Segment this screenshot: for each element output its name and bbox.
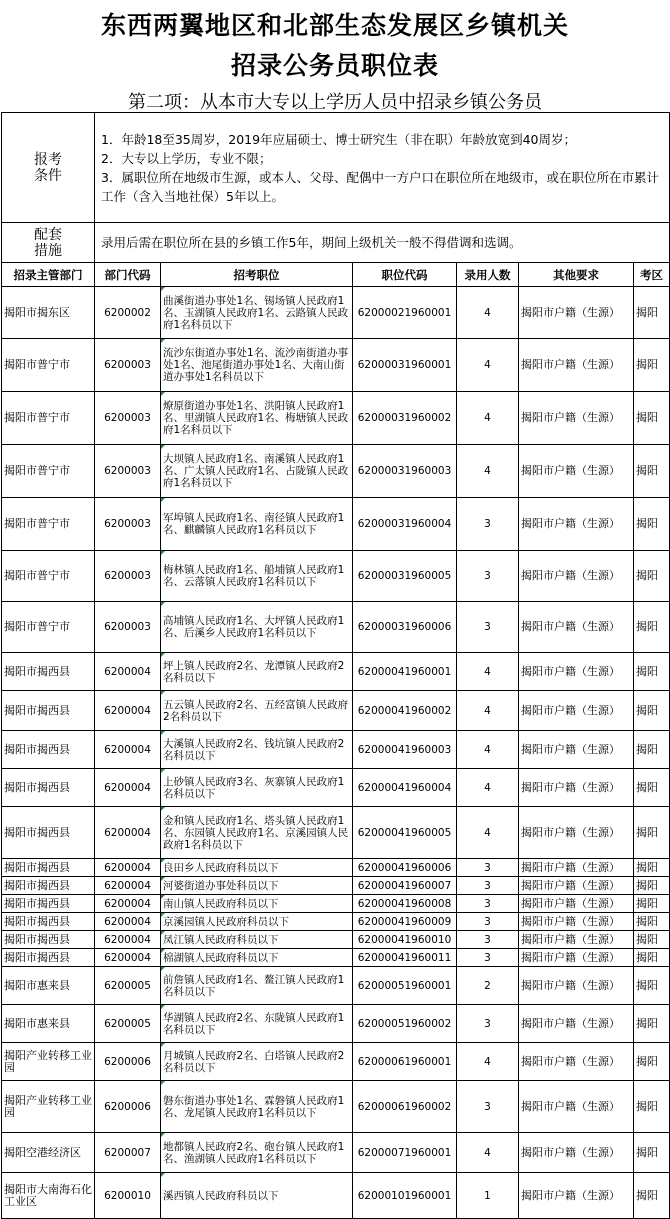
position-code-cell: 62000051960002 xyxy=(353,1005,457,1043)
dept-cell: 揭阳市普宁市 xyxy=(2,392,95,445)
cell-marker-icon xyxy=(161,1043,165,1047)
condition-item: 2．大专以上学历，专业不限； xyxy=(101,150,272,166)
zone-cell: 揭阳 xyxy=(634,895,670,913)
position-cell: 坪上镇人民政府2名、龙潭镇人民政府2名科员以下 xyxy=(161,653,353,691)
requirement-cell: 揭阳市户籍（生源） xyxy=(519,498,634,551)
cell-marker-icon xyxy=(161,1005,165,1009)
count-cell: 3 xyxy=(457,913,519,931)
table-row xyxy=(2,949,670,967)
position-code-cell: 62000041960004 xyxy=(353,769,457,807)
measures-label: 配套 措施 xyxy=(2,223,95,263)
zone-cell: 揭阳 xyxy=(634,339,670,392)
dept-cell: 揭阳市揭西县 xyxy=(2,859,95,877)
count-cell: 4 xyxy=(457,807,519,859)
dept-cell: 揭阳市揭西县 xyxy=(2,949,95,967)
zone-cell: 揭阳 xyxy=(634,931,670,949)
dept-cell: 揭阳市普宁市 xyxy=(2,551,95,602)
zone-cell: 揭阳 xyxy=(634,967,670,1005)
position-code-cell: 62000031960004 xyxy=(353,498,457,551)
position-code-cell: 62000041960009 xyxy=(353,913,457,931)
cell-marker-icon xyxy=(161,731,165,735)
position-cell: 地都镇人民政府2名、砲台镇人民政府1名、渔湖镇人民政府1名科员以下 xyxy=(161,1133,353,1173)
count-cell: 4 xyxy=(457,339,519,392)
position-cell: 京溪园镇人民政府科员以下 xyxy=(161,913,353,931)
count-cell: 3 xyxy=(457,1081,519,1133)
dept-cell: 揭阳市揭西县 xyxy=(2,769,95,807)
table-row xyxy=(2,731,670,769)
cell-marker-icon xyxy=(161,895,165,899)
count-cell: 4 xyxy=(457,653,519,691)
position-cell: 流沙东街道办事处1名、流沙南街道办事处1名、池尾街道办事处1名、大南山街道办事处1名科员以下 xyxy=(161,339,353,392)
zone-cell: 揭阳 xyxy=(634,1173,670,1219)
position-cell: 磐东街道办事处1名、霖磐镇人民政府1名、龙尾镇人民政府1名科员以下 xyxy=(161,1081,353,1133)
document-title-line2: 招录公务员职位表 xyxy=(230,51,439,80)
cell-marker-icon xyxy=(161,877,165,881)
header-cell: 考区 xyxy=(634,263,670,287)
header-cell: 职位代码 xyxy=(353,263,457,287)
cell-marker-icon xyxy=(161,769,165,773)
table-row xyxy=(2,339,670,392)
requirement-cell: 揭阳市户籍（生源） xyxy=(519,877,634,895)
dept-cell: 揭阳市惠来县 xyxy=(2,967,95,1005)
position-cell: 南山镇人民政府科员以下 xyxy=(161,895,353,913)
position-cell: 曲溪街道办事处1名、锡场镇人民政府1名、玉湖镇人民政府1名、云路镇人民政府1名科员以下 xyxy=(161,287,353,339)
position-cell: 军埠镇人民政府1名、南径镇人民政府1名、麒麟镇人民政府1名科员以下 xyxy=(161,498,353,551)
zone-cell: 揭阳 xyxy=(634,445,670,498)
header-cell: 招录主管部门 xyxy=(2,263,95,287)
count-cell: 3 xyxy=(457,931,519,949)
header-cell: 其他要求 xyxy=(519,263,634,287)
cell-marker-icon xyxy=(161,339,165,343)
position-cell: 月城镇人民政府2名、白塔镇人民政府2名科员以下 xyxy=(161,1043,353,1081)
table-row xyxy=(2,1043,670,1081)
requirement-cell: 揭阳市户籍（生源） xyxy=(519,859,634,877)
position-code-cell: 62000041960003 xyxy=(353,731,457,769)
count-cell: 4 xyxy=(457,769,519,807)
position-code-cell: 62000041960005 xyxy=(353,807,457,859)
table-row xyxy=(2,551,670,602)
requirement-cell: 揭阳市户籍（生源） xyxy=(519,769,634,807)
zone-cell: 揭阳 xyxy=(634,1133,670,1173)
position-cell: 良田乡人民政府科员以下 xyxy=(161,859,353,877)
dept-code-cell: 6200005 xyxy=(95,1005,161,1043)
dept-code-cell: 6200003 xyxy=(95,445,161,498)
dept-code-cell: 6200004 xyxy=(95,807,161,859)
zone-cell: 揭阳 xyxy=(634,877,670,895)
dept-cell: 揭阳市揭西县 xyxy=(2,731,95,769)
count-cell: 4 xyxy=(457,731,519,769)
cell-marker-icon xyxy=(161,653,165,657)
dept-code-cell: 6200006 xyxy=(95,1043,161,1081)
position-code-cell: 62000041960002 xyxy=(353,691,457,731)
position-code-cell: 62000051960001 xyxy=(353,967,457,1005)
dept-cell: 揭阳空港经济区 xyxy=(2,1133,95,1173)
position-code-cell: 62000041960010 xyxy=(353,931,457,949)
count-cell: 3 xyxy=(457,498,519,551)
cell-marker-icon xyxy=(161,859,165,863)
table-row xyxy=(2,913,670,931)
requirement-cell: 揭阳市户籍（生源） xyxy=(519,895,634,913)
position-code-cell: 62000071960001 xyxy=(353,1133,457,1173)
cell-marker-icon xyxy=(161,602,165,606)
table-row xyxy=(2,931,670,949)
table-row xyxy=(2,807,670,859)
positions-table xyxy=(1,112,670,1219)
header-cell: 部门代码 xyxy=(95,263,161,287)
position-cell: 梅林镇人民政府1名、船埔镇人民政府1名、云落镇人民政府1名科员以下 xyxy=(161,551,353,602)
zone-cell: 揭阳 xyxy=(634,859,670,877)
position-cell: 金和镇人民政府1名、塔头镇人民政府1名、东园镇人民政府1名、京溪园镇人民政府1名科员以下 xyxy=(161,807,353,859)
requirement-cell: 揭阳市户籍（生源） xyxy=(519,731,634,769)
cell-marker-icon xyxy=(161,287,165,291)
document-subtitle: 第二项：从本市大专以上学历人员中招录乡镇公务员 xyxy=(128,92,542,113)
zone-cell: 揭阳 xyxy=(634,1081,670,1133)
zone-cell: 揭阳 xyxy=(634,602,670,653)
dept-cell: 揭阳市揭西县 xyxy=(2,877,95,895)
position-code-cell: 62000021960001 xyxy=(353,287,457,339)
dept-code-cell: 6200003 xyxy=(95,339,161,392)
measures-row xyxy=(2,223,670,263)
position-code-cell: 62000041960008 xyxy=(353,895,457,913)
dept-cell: 揭阳市揭西县 xyxy=(2,691,95,731)
cell-marker-icon xyxy=(161,931,165,935)
conditions-text xyxy=(95,113,670,223)
count-cell: 4 xyxy=(457,392,519,445)
cell-marker-icon xyxy=(161,445,165,449)
zone-cell: 揭阳 xyxy=(634,287,670,339)
position-code-cell: 62000031960001 xyxy=(353,339,457,392)
table-row xyxy=(2,445,670,498)
cell-marker-icon xyxy=(161,392,165,396)
table-row xyxy=(2,895,670,913)
cell-marker-icon xyxy=(161,1173,165,1177)
requirement-cell: 揭阳市户籍（生源） xyxy=(519,602,634,653)
count-cell: 3 xyxy=(457,1005,519,1043)
dept-code-cell: 6200007 xyxy=(95,1133,161,1173)
table-row xyxy=(2,498,670,551)
dept-cell: 揭阳市大南海石化工业区 xyxy=(2,1173,95,1219)
count-cell: 3 xyxy=(457,602,519,653)
position-cell: 华湖镇人民政府2名、东陇镇人民政府1名科员以下 xyxy=(161,1005,353,1043)
dept-code-cell: 6200010 xyxy=(95,1173,161,1219)
count-cell: 3 xyxy=(457,877,519,895)
dept-code-cell: 6200003 xyxy=(95,392,161,445)
position-cell: 河婆街道办事处科员以下 xyxy=(161,877,353,895)
count-cell: 4 xyxy=(457,445,519,498)
count-cell: 3 xyxy=(457,551,519,602)
cell-marker-icon xyxy=(161,967,165,971)
condition-item: 1．年龄18至35周岁，2019年应届硕士、博士研究生（非在职）年龄放宽到40周岁； xyxy=(101,131,576,147)
dept-code-cell: 6200004 xyxy=(95,653,161,691)
count-cell: 1 xyxy=(457,1173,519,1219)
position-cell: 溪西镇人民政府科员以下 xyxy=(161,1173,353,1219)
dept-cell: 揭阳市揭西县 xyxy=(2,931,95,949)
dept-cell: 揭阳市揭西县 xyxy=(2,895,95,913)
dept-cell: 揭阳产业转移工业园 xyxy=(2,1043,95,1081)
table-row xyxy=(2,1173,670,1219)
dept-code-cell: 6200004 xyxy=(95,877,161,895)
conditions-label: 报考 条件 xyxy=(2,113,95,223)
zone-cell: 揭阳 xyxy=(634,653,670,691)
position-code-cell: 62000041960011 xyxy=(353,949,457,967)
position-code-cell: 62000041960001 xyxy=(353,653,457,691)
table-row xyxy=(2,653,670,691)
count-cell: 4 xyxy=(457,691,519,731)
cell-marker-icon xyxy=(161,807,165,811)
position-code-cell: 62000031960003 xyxy=(353,445,457,498)
header-cell: 录用人数 xyxy=(457,263,519,287)
zone-cell: 揭阳 xyxy=(634,691,670,731)
dept-code-cell: 6200002 xyxy=(95,287,161,339)
requirement-cell: 揭阳市户籍（生源） xyxy=(519,1173,634,1219)
table-row xyxy=(2,1081,670,1133)
dept-cell: 揭阳市揭西县 xyxy=(2,653,95,691)
table-row xyxy=(2,691,670,731)
dept-code-cell: 6200004 xyxy=(95,913,161,931)
position-code-cell: 62000041960007 xyxy=(353,877,457,895)
count-cell: 3 xyxy=(457,859,519,877)
position-cell: 高埔镇人民政府1名、大坪镇人民政府1名、后溪乡人民政府1名科员以下 xyxy=(161,602,353,653)
zone-cell: 揭阳 xyxy=(634,392,670,445)
position-cell: 上砂镇人民政府3名、灰寨镇人民政府1名科员以下 xyxy=(161,769,353,807)
requirement-cell: 揭阳市户籍（生源） xyxy=(519,551,634,602)
table-row xyxy=(2,1133,670,1173)
cell-marker-icon xyxy=(161,1081,165,1085)
position-cell: 大溪镇人民政府2名、钱坑镇人民政府2名科员以下 xyxy=(161,731,353,769)
dept-code-cell: 6200004 xyxy=(95,931,161,949)
requirement-cell: 揭阳市户籍（生源） xyxy=(519,1133,634,1173)
zone-cell: 揭阳 xyxy=(634,1043,670,1081)
measures-text: 录用后需在职位所在县的乡镇工作5年，期间上级机关一般不得借调和选调。 xyxy=(95,223,670,263)
requirement-cell: 揭阳市户籍（生源） xyxy=(519,1043,634,1081)
condition-item: 3．属职位所在地级市生源，或本人、父母、配偶中一方户口在职位所在地级市，或在职位所在市累计工作（含入当地社保）5年以上。 xyxy=(101,169,659,204)
position-cell: 凤江镇人民政府科员以下 xyxy=(161,931,353,949)
dept-code-cell: 6200004 xyxy=(95,949,161,967)
cell-marker-icon xyxy=(161,498,165,502)
zone-cell: 揭阳 xyxy=(634,551,670,602)
requirement-cell: 揭阳市户籍（生源） xyxy=(519,287,634,339)
dept-cell: 揭阳市普宁市 xyxy=(2,498,95,551)
table-row xyxy=(2,877,670,895)
requirement-cell: 揭阳市户籍（生源） xyxy=(519,1081,634,1133)
dept-code-cell: 6200003 xyxy=(95,602,161,653)
dept-code-cell: 6200006 xyxy=(95,1081,161,1133)
position-code-cell: 62000031960002 xyxy=(353,392,457,445)
position-code-cell: 62000061960001 xyxy=(353,1043,457,1081)
requirement-cell: 揭阳市户籍（生源） xyxy=(519,653,634,691)
table-row xyxy=(2,392,670,445)
header-cell: 招考职位 xyxy=(161,263,353,287)
dept-cell: 揭阳市普宁市 xyxy=(2,602,95,653)
dept-cell: 揭阳市普宁市 xyxy=(2,339,95,392)
requirement-cell: 揭阳市户籍（生源） xyxy=(519,392,634,445)
zone-cell: 揭阳 xyxy=(634,769,670,807)
dept-code-cell: 6200004 xyxy=(95,769,161,807)
position-cell: 燎原街道办事处1名、洪阳镇人民政府1名、里湖镇人民政府1名、梅塘镇人民政府1名科员以下 xyxy=(161,392,353,445)
dept-code-cell: 6200004 xyxy=(95,731,161,769)
dept-code-cell: 6200003 xyxy=(95,498,161,551)
dept-code-cell: 6200003 xyxy=(95,551,161,602)
conditions-row xyxy=(2,113,670,223)
zone-cell: 揭阳 xyxy=(634,913,670,931)
cell-marker-icon xyxy=(161,551,165,555)
count-cell: 4 xyxy=(457,287,519,339)
requirement-cell: 揭阳市户籍（生源） xyxy=(519,807,634,859)
table-row xyxy=(2,1005,670,1043)
zone-cell: 揭阳 xyxy=(634,949,670,967)
dept-code-cell: 6200004 xyxy=(95,859,161,877)
count-cell: 2 xyxy=(457,967,519,1005)
requirement-cell: 揭阳市户籍（生源） xyxy=(519,1005,634,1043)
dept-cell: 揭阳产业转移工业园 xyxy=(2,1081,95,1133)
table-row xyxy=(2,859,670,877)
position-cell: 前詹镇人民政府1名、鳌江镇人民政府1名科员以下 xyxy=(161,967,353,1005)
zone-cell: 揭阳 xyxy=(634,1005,670,1043)
requirement-cell: 揭阳市户籍（生源） xyxy=(519,913,634,931)
zone-cell: 揭阳 xyxy=(634,807,670,859)
requirement-cell: 揭阳市户籍（生源） xyxy=(519,691,634,731)
position-code-cell: 62000101960001 xyxy=(353,1173,457,1219)
dept-cell: 揭阳市惠来县 xyxy=(2,1005,95,1043)
position-code-cell: 62000031960005 xyxy=(353,551,457,602)
requirement-cell: 揭阳市户籍（生源） xyxy=(519,949,634,967)
requirement-cell: 揭阳市户籍（生源） xyxy=(519,339,634,392)
dept-code-cell: 6200004 xyxy=(95,895,161,913)
cell-marker-icon xyxy=(161,1133,165,1137)
position-cell: 棉湖镇人民政府科员以下 xyxy=(161,949,353,967)
cell-marker-icon xyxy=(161,913,165,917)
requirement-cell: 揭阳市户籍（生源） xyxy=(519,931,634,949)
position-cell: 五云镇人民政府2名、五经富镇人民政府2名科员以下 xyxy=(161,691,353,731)
requirement-cell: 揭阳市户籍（生源） xyxy=(519,967,634,1005)
cell-marker-icon xyxy=(161,949,165,953)
requirement-cell: 揭阳市户籍（生源） xyxy=(519,445,634,498)
zone-cell: 揭阳 xyxy=(634,731,670,769)
count-cell: 3 xyxy=(457,949,519,967)
zone-cell: 揭阳 xyxy=(634,498,670,551)
count-cell: 4 xyxy=(457,1043,519,1081)
dept-cell: 揭阳市揭东区 xyxy=(2,287,95,339)
position-code-cell: 62000031960006 xyxy=(353,602,457,653)
count-cell: 4 xyxy=(457,1133,519,1173)
dept-code-cell: 6200004 xyxy=(95,691,161,731)
count-cell: 3 xyxy=(457,895,519,913)
table-row xyxy=(2,287,670,339)
dept-cell: 揭阳市揭西县 xyxy=(2,807,95,859)
document-title-line1: 东西两翼地区和北部生态发展区乡镇机关 xyxy=(100,11,569,40)
header-row xyxy=(2,263,670,287)
position-code-cell: 62000041960006 xyxy=(353,859,457,877)
table-row xyxy=(2,967,670,1005)
dept-cell: 揭阳市普宁市 xyxy=(2,445,95,498)
cell-marker-icon xyxy=(161,691,165,695)
dept-code-cell: 6200005 xyxy=(95,967,161,1005)
position-cell: 大坝镇人民政府1名、南溪镇人民政府1名、广太镇人民政府1名、占陇镇人民政府1名科员以下 xyxy=(161,445,353,498)
position-code-cell: 62000061960002 xyxy=(353,1081,457,1133)
table-row xyxy=(2,769,670,807)
dept-cell: 揭阳市揭西县 xyxy=(2,913,95,931)
table-row xyxy=(2,602,670,653)
